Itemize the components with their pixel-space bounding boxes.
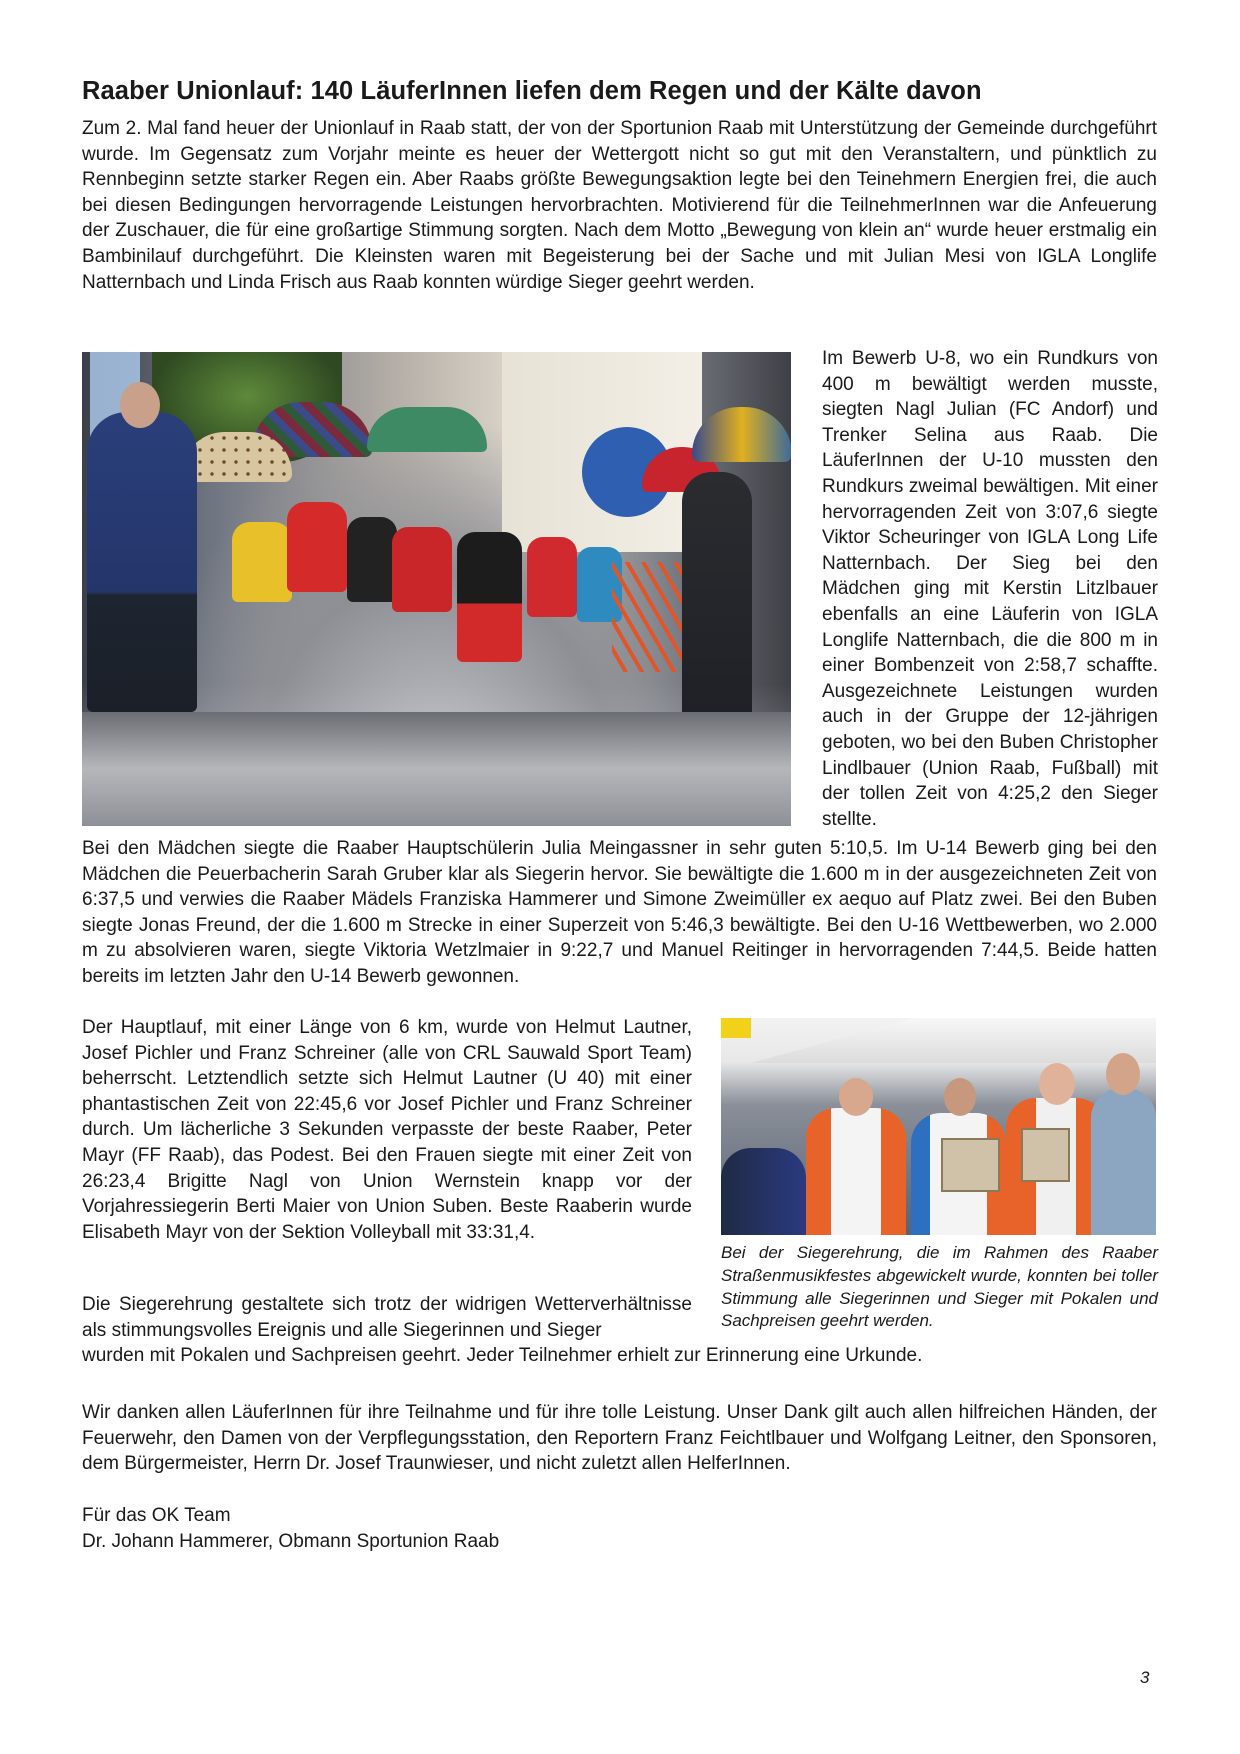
siegerehrung-paragraph-continued: wurden mit Pokalen und Sachpreisen geehrt. Jeder Teilnehmer erhielt zur Erinnerung eine Urkunde. [82,1345,923,1366]
signature-line-2: Dr. Johann Hammerer, Obmann Sportunion Raab [82,1530,500,1552]
winner-2-head [944,1078,976,1116]
presenter-head [1106,1053,1140,1095]
umbrella-green [367,407,487,452]
runner-yellow [232,522,292,602]
runner-black-red [457,532,522,662]
tent-roof [751,1018,1156,1063]
winner-1-head [839,1078,873,1116]
runner-black [347,517,397,602]
u14-u16-results-paragraph: Bei den Mädchen siegte die Raaber Hauptschülerin Julia Meingassner in sehr guten 5:10,5. Im U-14 Bewerb ging bei den Mädchen die Peuerbacherin Sarah Gruber klar als Siegerin hervor. Sie bewältigte die 1.600 m in der ausgezeichneten Zeit von 6:37,5 und verwies die Raaber Mädels Franziska Hammerer und Simone Zweimüller ex aequo auf Platz zwei. Bei den Buben siegte Jonas Freund, der die 1.600 m Strecke in einer Superzeit von 5:46,3 bewältigte. Bei den U-16 Wettbewerben, wo 2.000 m zu absolvieren waren, siegte Viktoria Wetzlmaier in 9:22,7 und Manuel Reitinger in hervorragenden 7:44,5. Beide hatten bereits im letzten Jahr den U-14 Bewerb gewonnen. [82,838,1157,987]
runner-red-2 [392,527,452,612]
wet-road [82,712,791,826]
trophy-plaque-2 [1021,1128,1070,1182]
page-number: 3 [1140,1668,1150,1687]
presenter [1091,1088,1156,1235]
award-ceremony-photo [721,1018,1156,1235]
intro-paragraph: Zum 2. Mal fand heuer der Unionlauf in Raab statt, der von der Sportunion Raab mit Unterstützung der Gemeinde durchgeführt wurde. Im Gegensatz zum Vorjahr meinte es heuer der Wettergott nicht so gut mit den Veranstaltern, und pünktlich zu Rennbeginn setzte starker Regen ein. Aber Raabs größte Bewegungsaktion legte bei den Teinehmern Energien frei, die auch bei diesen Bedingungen hervorragende Leistungen hervorbrachten. Motivierend für die TeilnehmerInnen war die Anfeuerung der Zuschauer, die für eine großartige Stimmung sorgten. Nach dem Motto „Bewegung von klein an“ wurde heuer erstmalig ein Bambinilauf durchgeführt. Die Kleinsten waren mit Begeisterung bei der Sache und mit Julian Mesi von IGLA Longlife Natternbach und Linda Frisch aus Raab konnten würdige Sieger geehrt werden. [82,118,1157,293]
award-photo-caption: Bei der Siegerehrung, die im Rahmen des Raaber Straßenmusikfestes abgewickelt wurde, konnten bei toller Stimmung alle Siegerinnen und Sieger mit Pokalen und Sachpreisen geehrt werden. [721,1243,1158,1331]
man-head [120,382,160,428]
trophy-plaque [941,1138,1000,1192]
runner-red-3 [527,537,577,617]
article-title: Raaber Unionlauf: 140 LäuferInnen liefen dem Regen und der Kälte davon [82,77,982,106]
winner-1 [806,1108,906,1235]
children [721,1148,806,1235]
runner-red-1 [287,502,347,592]
barrier-orange [612,562,682,672]
start-photo [82,352,791,826]
siegerehrung-paragraph: Die Siegerehrung gestaltete sich trotz der widrigen Wetterverhältnisse als stimmungsvolles Ereignis und alle Siegerinnen und Sieger [82,1294,692,1341]
man-blue-jacket [87,412,197,712]
thanks-paragraph: Wir danken allen LäuferInnen für ihre Teilnahme und für ihre tolle Leistung. Unser Dank gilt auch allen hilfreichen Händen, der Feuerwehr, den Damen von der Verpflegungsstation, den Reportern Franz Feichtlbauer und Wolfgang Leitner, den Sponsoren, dem Bürgermeister, Herrn Dr. Josef Traunwieser, und nicht zuletzt allen HelferInnen. [82,1402,1157,1475]
u8-u12-results-paragraph: Im Bewerb U-8, wo ein Rundkurs von 400 m bewältigt werden musste, siegten Nagl Julian (FC Andorf) und Trenker Selina aus Raab. Die LäuferInnen der U-10 mussten den Rundkurs zweimal bewältigen. Mit einer hervorragenden Zeit von 3:07,6 siegte Viktor Scheuringer von IGLA Long Life Natternbach. Der Sieg bei den Mädchen ging mit Kerstin Litzlbauer ebenfalls an eine Läuferin von IGLA Longlife Natternbach, die die 800 m in einer Bombenzeit von 2:58,7 schaffte. Ausgezeichnete Leistungen wurden auch in der Gruppe der 12-jährigen geboten, wo bei den Buben Christopher Lindlbauer (Union Raab, Fußball) mit der tollen Zeit von 4:25,2 den Sieger stellte. [822,348,1158,830]
winner-3-head [1039,1063,1075,1105]
signature-line-1: Für das OK Team [82,1505,231,1526]
spectator-right [682,472,752,732]
umbrella-colorful [692,407,791,462]
bank-sign [721,1018,751,1038]
hauptlauf-paragraph: Der Hauptlauf, mit einer Länge von 6 km, wurde von Helmut Lautner, Josef Pichler und Franz Schreiner (alle von CRL Sauwald Sport Team) beherrscht. Letztendlich setzte sich Helmut Lautner (U 40) mit einer phantastischen Zeit von 22:45,6 vor Josef Pichler und Franz Schreiner durch. Um lächerliche 3 Sekunden verpasste der beste Raaber, Peter Mayr (FF Raab), das Podest. Bei den Frauen siegte mit einer Zeit von 26:23,4 Brigitte Nagl von Union Wernstein knapp vor der Vorjahressiegerin Berti Maier von Union Suben. Beste Raaberin wurde Elisabeth Mayr von der Sektion Volleyball mit 33:31,4. [82,1017,692,1243]
signature-block [82,1503,682,1554]
